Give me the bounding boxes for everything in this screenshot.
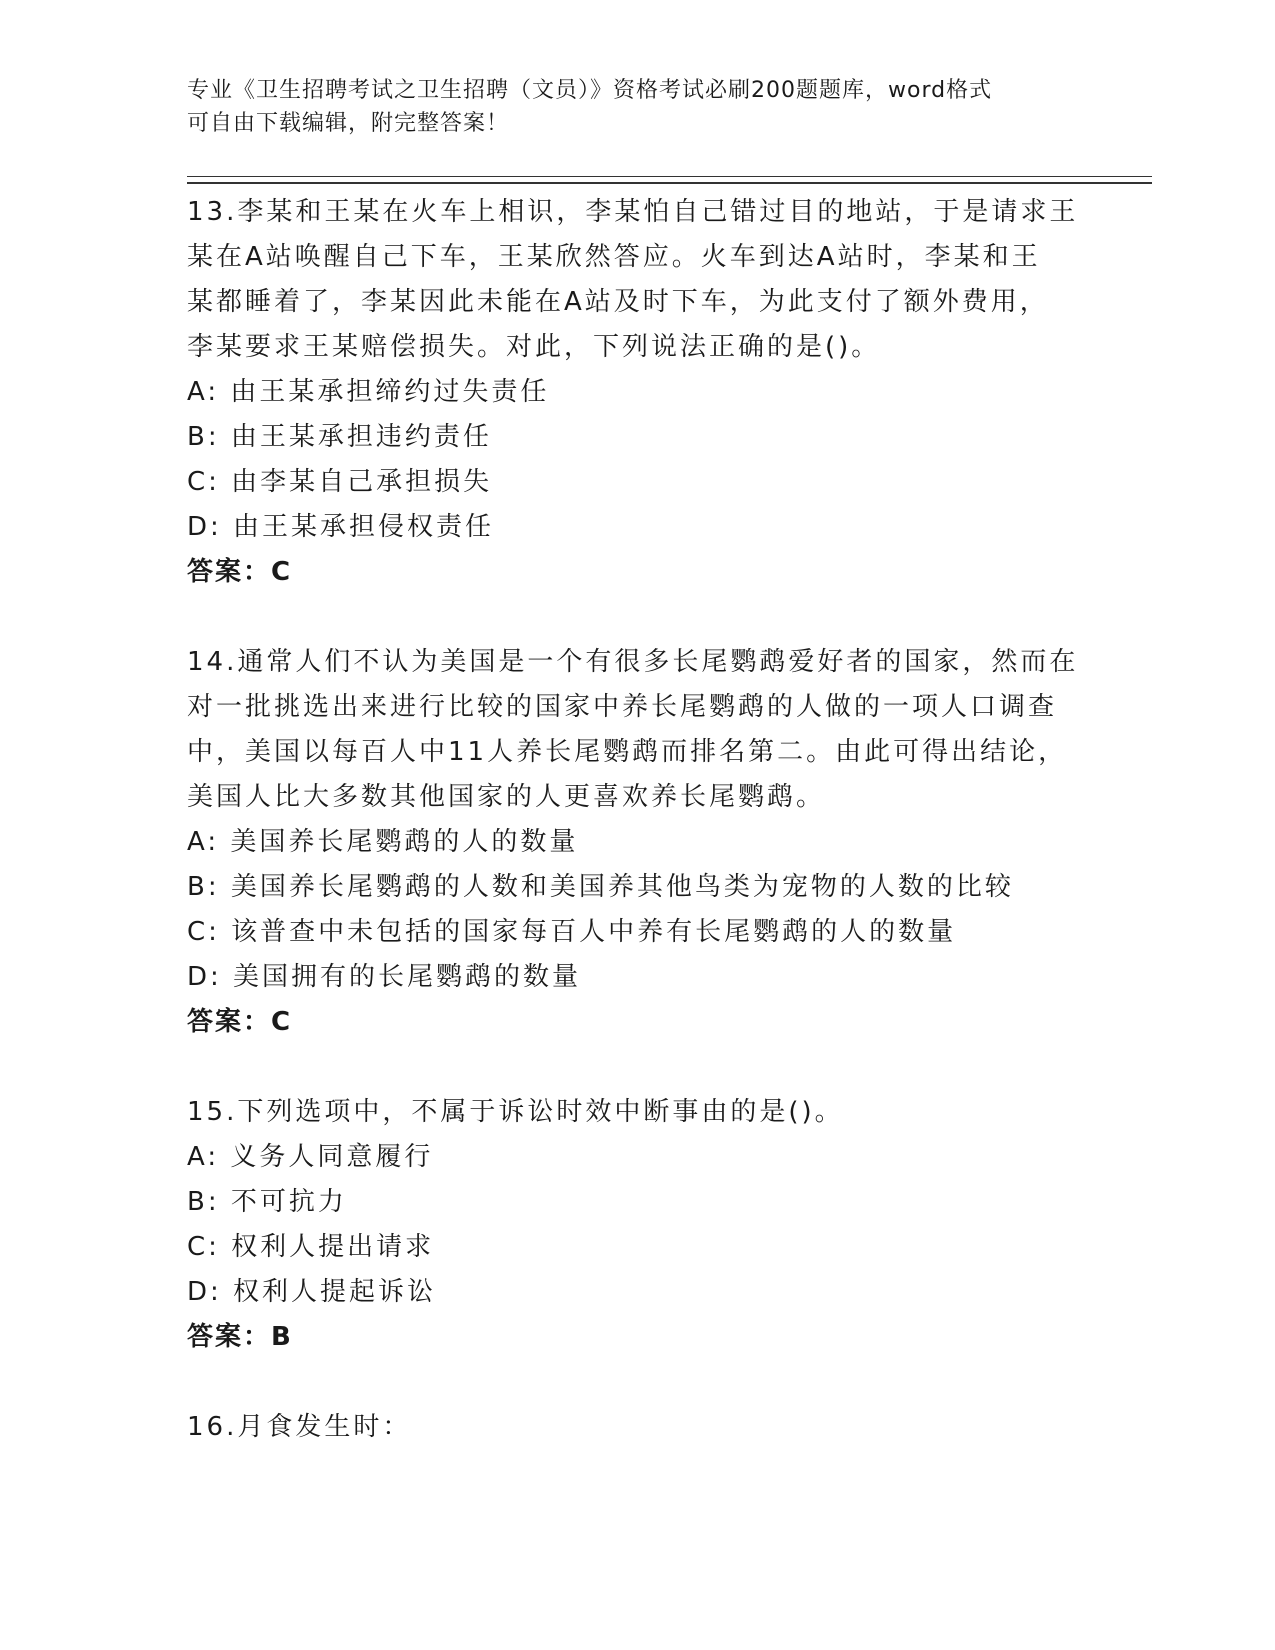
option-c: C: 由李某自己承担损失 (187, 467, 493, 497)
question-15 (187, 1090, 1087, 1360)
question-text-line: 14.通常人们不认为美国是一个有很多长尾鹦鹉爱好者的国家，然而在 (187, 647, 1079, 677)
header-line-1: 专业《卫生招聘考试之卫生招聘（文员）》资格考试必刷200题题库，word格式 (187, 78, 993, 103)
question-text-line: 15.下列选项中，不属于诉讼时效中断事由的是()。 (187, 1097, 844, 1127)
document-header (187, 74, 1067, 140)
question-16 (187, 1405, 1087, 1450)
question-text-line: 某在A站唤醒自己下车，王某欣然答应。火车到达A站时，李某和王 (187, 242, 1041, 272)
question-text-line: 美国人比大多数其他国家的人更喜欢养长尾鹦鹉。 (187, 782, 826, 812)
answer-label: 答案：C (187, 557, 293, 587)
option-a: A: 义务人同意履行 (187, 1142, 434, 1172)
option-b: B: 美国养长尾鹦鹉的人数和美国养其他鸟类为宠物的人数的比较 (187, 872, 1014, 902)
option-d: D: 权利人提起诉讼 (187, 1277, 437, 1307)
option-b: B: 不可抗力 (187, 1187, 347, 1217)
question-text-line: 某都睡着了，李某因此未能在A站及时下车，为此支付了额外费用， (187, 287, 1049, 317)
answer-label: 答案：C (187, 1007, 293, 1037)
question-text-line: 16.月食发生时： (187, 1412, 412, 1442)
question-text-line: 对一批挑选出来进行比较的国家中养长尾鹦鹉的人做的一项人口调查 (187, 692, 1058, 722)
option-a: A: 由王某承担缔约过失责任 (187, 377, 550, 407)
answer-label: 答案：B (187, 1322, 293, 1352)
question-text-line: 中，美国以每百人中11人养长尾鹦鹉而排名第二。由此可得出结论， (187, 737, 1068, 767)
header-divider-thick (187, 182, 1152, 184)
spacer (187, 1360, 1087, 1405)
option-a: A: 美国养长尾鹦鹉的人的数量 (187, 827, 579, 857)
question-14 (187, 640, 1087, 1045)
question-list (187, 190, 1087, 1450)
question-13 (187, 190, 1087, 595)
spacer (187, 595, 1087, 640)
option-d: D: 由王某承担侵权责任 (187, 512, 495, 542)
question-text-line: 李某要求王某赔偿损失。对此，下列说法正确的是()。 (187, 332, 881, 362)
spacer (187, 1045, 1087, 1090)
option-c: C: 权利人提出请求 (187, 1232, 435, 1262)
option-d: D: 美国拥有的长尾鹦鹉的数量 (187, 962, 582, 992)
header-divider-thin (187, 176, 1152, 177)
option-b: B: 由王某承担违约责任 (187, 422, 492, 452)
question-text-line: 13.李某和王某在火车上相识，李某怕自己错过目的地站，于是请求王 (187, 197, 1079, 227)
option-c: C: 该普查中未包括的国家每百人中养有长尾鹦鹉的人的数量 (187, 917, 957, 947)
header-line-2: 可自由下载编辑，附完整答案！ (187, 111, 510, 136)
